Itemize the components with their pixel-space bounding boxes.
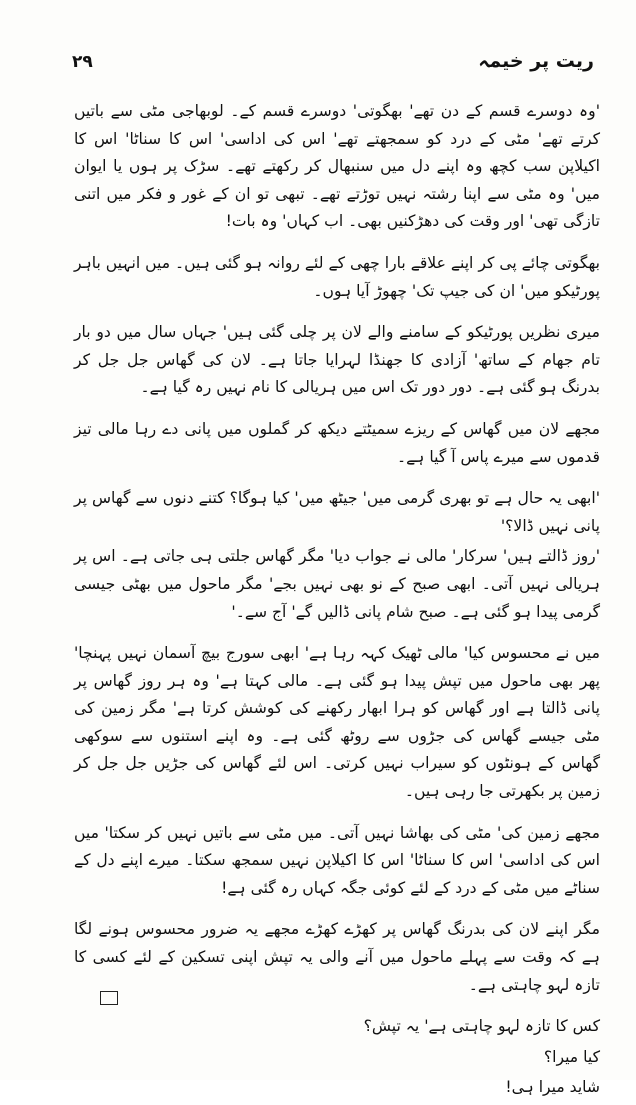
running-title: ریت پر خیمہ xyxy=(478,50,594,72)
dialogue-block xyxy=(74,485,600,626)
paragraph-7: مگر اپنے لان کی بدرنگ گھاس پر کھڑے کھڑے مجھے یہ ضرور محسوس ہونے لگا ہے کہ وقت سے پہلے ماحول میں آنے والی یہ تپش اپنی تسکین کے لئے کسی کا تازہ لہو چاہتی ہے۔ xyxy=(74,920,600,994)
page-body xyxy=(74,98,600,1105)
page-header xyxy=(72,48,594,78)
checkbox-square[interactable] xyxy=(100,991,118,1005)
paragraph-6: مجھے زمین کی' مٹی کی بھاشا نہیں آتی۔ میں مٹی سے باتیں نہیں کر سکتا' میں اس کی اداسی' اس کا سناٹا' اس کا اکیلاپن نہیں سمجھ سکتا۔ میرے اپنے دل کے سناٹے میں مٹی کے درد کے لئے کوئی جگہ کہاں رہ گئی ہے! xyxy=(74,823,600,897)
closing-line-1: کس کا تازہ لہو چاہتی ہے' یہ تپش؟ xyxy=(363,1017,600,1036)
paragraph-5: میں نے محسوس کیا' مالی ٹھیک کہہ رہا ہے' ابھی سورج بیچ آسمان نہیں پہنچا' پھر بھی ماحول میں تپش پیدا ہو گئی ہے۔ مالی کہتا ہے' وہ ہر روز گھاس پر پانی ڈالتا ہے اور گھاس کو ہرا ابھار رکھنے کی کوشش کرتا ہے' مگر زمین کی مٹی جیسے گھاس کی جڑوں سے روٹھ گئی ہے۔ وہ اپنے استنوں سے سوکھی گھاس کے ہونٹوں کو سیراب نہیں کرتی۔ اس لئے گھاس کی جڑیں جل جل کر زمین پر بکھرتی جا رہی ہیں۔ xyxy=(74,644,600,801)
dialogue-line-1: 'ابھی یہ حال ہے تو بھری گرمی میں' جیٹھ میں' کیا ہوگا؟ کتنے دنوں سے گھاس پر پانی نہیں ڈالا؟' xyxy=(74,489,600,535)
paragraph-2: بھگوتی چائے پی کر اپنے علاقے بارا چھی کے لئے روانہ ہو گئی ہیں۔ میں انہیں باہر پورٹیکو میں' ان کی جیپ تک' چھوڑ آیا ہوں۔ xyxy=(74,253,600,300)
closing-line-3: شاید میرا ہی! xyxy=(505,1078,600,1097)
paragraph-3: میری نظریں پورٹیکو کے سامنے والے لان پر چلی گئی ہیں' جہاں سال میں دو بار تام جھام کے ساتھ' آزادی کا جھنڈا لہرایا جاتا ہے۔ لان کی گھاس جل جل کر بدرنگ ہو گئی ہے۔ دور دور تک اس میں ہریالی کا نام نہیں رہ گیا ہے۔ xyxy=(74,323,600,397)
dialogue-line-2: 'روز ڈالتے ہیں' سرکار' مالی نے جواب دیا' مگر گھاس جلتی ہی جاتی ہے۔ اس پر ہریالی نہیں آتی۔ ابھی صبح کے نو بھی نہیں بجے' مگر ماحول میں بھٹی جیسی گرمی پیدا ہو گئی ہے۔ صبح شام پانی ڈالیں گے' آج سے۔' xyxy=(74,547,600,621)
closing-lines xyxy=(74,1013,600,1102)
page-number: ۲۹ xyxy=(72,52,93,72)
closing-line-2: کیا میرا؟ xyxy=(543,1047,600,1066)
paragraph-1: 'وہ دوسرے قسم کے دن تھے' بھگوتی' دوسرے قسم کے۔ لوبھاجی مٹی سے باتیں کرتے تھے' مٹی کے درد کو سمجھتے تھے' اس کی اداسی' اس کا سناٹا' اس کا اکیلاپن سب کچھ وہ اپنے دل میں سنبھال کر رکھتے تھے۔ سڑک پر ہوں یا ایوان میں' وہ مٹی سے اپنا رشتہ نہیں توڑتے تھے۔ تبھی تو ان کے غور و فکر میں اتنی تازگی تھی' اور وقت کی دھڑکنیں بھی۔ اب کہاں' وہ بات! xyxy=(74,102,600,231)
paragraph-4: مجھے لان میں گھاس کے ریزے سمیٹتے دیکھ کر گملوں میں پانی دے رہا مالی تیز قدموں سے میرے پاس آ گیا ہے۔ xyxy=(74,419,600,466)
